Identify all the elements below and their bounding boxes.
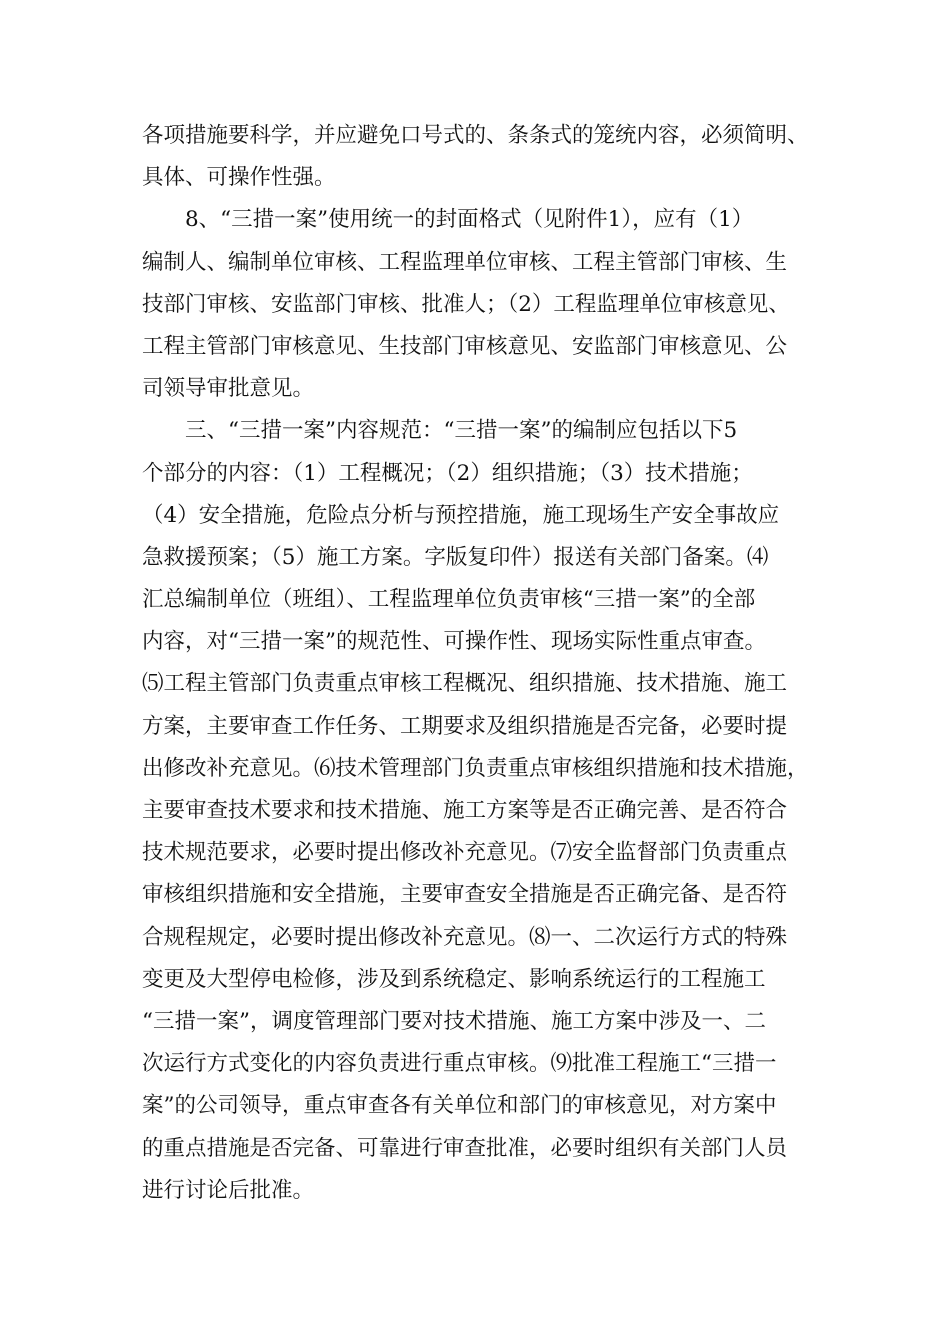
text-line: 工程主管部门审核意见、生技部门审核意见、安监部门审核意见、公	[142, 333, 788, 359]
text-line: 编制人、编制单位审核、工程监理单位审核、工程主管部门审核、生	[142, 249, 788, 275]
text-line: 方案，主要审查工作任务、工期要求及组织措施是否完备，必要时提	[142, 713, 788, 739]
paragraph-start-line: 三、“三措一案”内容规范：“三措一案”的编制应包括以下5	[185, 418, 738, 444]
text-line: 各项措施要科学，并应避免口号式的、条条式的笼统内容，必须简明、	[142, 123, 809, 148]
text-line: 内容，对“三措一案”的规范性、可操作性、现场实际性重点审查。	[142, 629, 766, 655]
text-line: ⑸工程主管部门负责重点审核工程概况、组织措施、技术措施、施工	[142, 671, 788, 697]
text-line: 技部门审核、安监部门审核、批准人；（2）工程监理单位审核意见、	[142, 291, 790, 317]
text-line: 案”的公司领导，重点审查各有关单位和部门的审核意见，对方案中	[142, 1093, 777, 1119]
text-line: 司领导审批意见。	[142, 376, 315, 402]
text-line: （4）安全措施，危险点分析与预控措施，施工现场生产安全事故应	[142, 502, 780, 528]
text-line: 主要审查技术要求和技术措施、施工方案等是否正确完善、是否符合	[142, 798, 788, 823]
text-line: 的重点措施是否完备、可靠进行审查批准，必要时组织有关部门人员	[142, 1135, 788, 1161]
text-line: 合规程规定，必要时提出修改补充意见。⑻一、二次运行方式的特殊	[142, 924, 788, 950]
text-line: “三措一案”，调度管理部门要对技术措施、施工方案中涉及一、二	[142, 1008, 766, 1034]
text-line: 技术规范要求，必要时提出修改补充意见。⑺安全监督部门负责重点	[142, 840, 788, 866]
paragraph-start-line: 8、“三措一案”使用统一的封面格式（见附件1），应有（1）	[185, 207, 754, 233]
text-line: 变更及大型停电检修，涉及到系统稳定、影响系统运行的工程施工	[142, 966, 766, 992]
text-line: 审核组织措施和安全措施，主要审查安全措施是否正确完备、是否符	[142, 882, 788, 908]
text-line: 具体、可操作性强。	[142, 165, 336, 191]
text-line: 次运行方式变化的内容负责进行重点审核。⑼批准工程施工“三措一	[142, 1051, 777, 1077]
document-body	[142, 115, 827, 1212]
text-line: 急救援预案；（5）施工方案。字版复印件）报送有关部门备案。⑷	[142, 544, 769, 570]
text-line: 个部分的内容：（1）工程概况；（2）组织措施；（3）技术措施；	[142, 460, 753, 486]
text-line: 汇总编制单位（班组）、工程监理单位负责审核“三措一案”的全部	[142, 587, 756, 613]
text-line: 出修改补充意见。⑹技术管理部门负责重点审核组织措施和技术措施，	[142, 755, 809, 781]
text-line: 进行讨论后批准。	[142, 1177, 315, 1203]
